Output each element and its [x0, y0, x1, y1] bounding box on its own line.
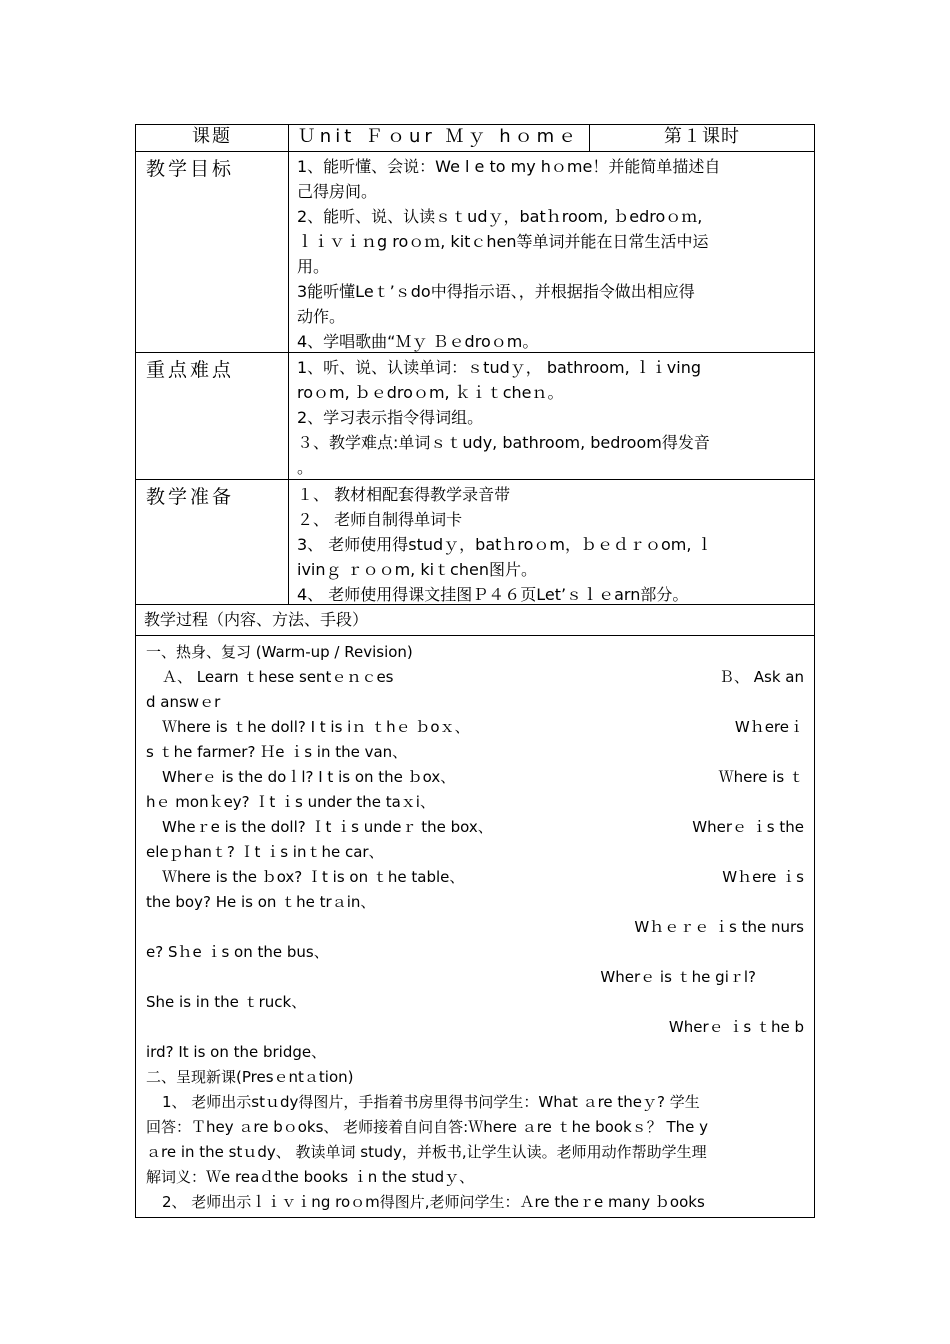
process-line: hｅ monｋey? Ｉt ｉs under the taｘi、	[146, 793, 435, 811]
sentence: Wｈereｉ	[734, 718, 804, 736]
key-point-line: 2、学习表示指令得词组。	[297, 408, 484, 427]
objective-line: ｌｉｖｉｎg roｏｍ, kitｃhen等单词并能在日常生活中运	[297, 232, 709, 251]
objective-line: 2、能听、说、认读ｓｔudｙ，batｈroom, ｂedroｏｍ,	[297, 207, 703, 226]
key-point-line: roｏm, ｂｅdroｏm, ｋｉｔcheｎ。	[297, 383, 564, 402]
process-line: the boy? He is on ｔhe trａin、	[146, 893, 376, 911]
process-line: Wｈｅｒｅ ｉs the nurs	[634, 918, 804, 936]
objective-line: 4、学唱歌曲“Ｍｙ Ｂｅdroｏm。	[297, 332, 539, 351]
preparation-row	[136, 480, 814, 605]
presentation-line: ａre in the stｕdy、 教读单词 study，并板书,让学生认读。老师用动作帮助学生理	[146, 1143, 707, 1161]
presentation-line: 1、 老师出示stｕdy得图片，手指着书房里得书问学生：What ａre theｙ? 学生	[162, 1093, 700, 1111]
process-line: Wherｅ is ｔhe giｒl?	[600, 968, 756, 986]
process-line: s ｔhe farmer? Ｈe ｉs in the van、	[146, 743, 408, 761]
process-line: ird? It is on the bridge、	[146, 1043, 327, 1061]
objectives-content	[289, 152, 814, 352]
process-line	[146, 865, 804, 890]
process-line: She is in the ｔruck、	[146, 993, 307, 1011]
process-line: d answｅr	[146, 693, 221, 711]
sentence: Wherｅ ｉs the	[692, 818, 804, 836]
preparation-content	[289, 480, 814, 604]
objective-line: 1、能听懂、会说：We l e to my hｏme！并能简单描述自	[297, 157, 721, 176]
process-content-row	[136, 636, 814, 1217]
sentence: Wｈere ｉs	[722, 868, 804, 886]
objective-line: 己得房间。	[297, 182, 378, 201]
preparation-line: １、 教材相配套得教学录音带	[297, 485, 511, 504]
part-b-label: Ｂ、 Ask an	[719, 668, 804, 686]
key-points-row	[136, 353, 814, 480]
key-point-line: 1、听、说、认读单词：ｓtudｙ， bathroom, ｌｉving	[297, 358, 701, 377]
topic-value: Ｕnit Ｆｏur Ｍｙ hｏmｅ	[289, 125, 590, 151]
sentence: Ｗhere is ｔhe doll? I t is iｎ ｔhｅ ｂoｘ、	[162, 718, 470, 736]
sentence: Wheｒe is the doll? Ｉt ｉs undeｒ the box、	[162, 818, 493, 836]
process-title: 教学过程（内容、方法、手段）	[144, 610, 369, 629]
key-point-line: ３、教学难点:单词ｓｔudy, bathroom, bedroom得发音	[297, 433, 710, 452]
preparation-label: 教学准备	[136, 480, 289, 604]
part-a-label: Ａ、 Learn ｔhese sentｅｎｃes	[162, 668, 394, 686]
process-line	[146, 715, 804, 740]
preparation-line: 4、 老师使用得课文挂图Ｐ４６页Let’ｓｌｅarn部分。	[297, 585, 689, 604]
key-point-line: 。	[297, 458, 314, 477]
presentation-line: 回答：Ｔhey ａre bｏoks、 老师接着自问自答:Ｗhere ａre ｔhe bookｓ？ The y	[146, 1118, 709, 1136]
lesson-number: 第１课时	[664, 126, 740, 147]
header-row	[136, 125, 814, 152]
preparation-line: ivinｇ ｒｏｏm, kiｔchen图片。	[297, 560, 537, 579]
process-line	[146, 665, 804, 690]
key-points-content	[289, 353, 814, 479]
objective-line: 动作。	[297, 307, 346, 326]
process-line: e? Sｈe ｉs on the bus、	[146, 943, 329, 961]
objective-line: 3能听懂Leｔ’ｓdo中得指示语、，并根据指令做出相应得	[297, 282, 695, 301]
section-title: 二、呈现新课(Presｅntａtion)	[146, 1068, 354, 1086]
process-line: Wherｅ ｉs ｔhe b	[668, 1018, 804, 1036]
topic-label: 课题	[136, 125, 289, 151]
sentence: Wherｅ is the doｌl? I t is on the ｂox、	[162, 768, 456, 786]
preparation-line: 3、 老师使用得studｙ，batｈroｏm，ｂｅｄｒｏom, ｌ	[297, 535, 713, 554]
objective-line: 用。	[297, 257, 330, 276]
lesson-plan-table	[135, 124, 815, 1218]
presentation-line: 2、 老师出示ｌｉｖｉng roｏm得图片,老师问学生：Ａre theｒe many ｂooks	[162, 1193, 705, 1211]
objectives-row	[136, 152, 814, 353]
preparation-line: ２、 老师自制得单词卡	[297, 510, 463, 529]
objectives-label: 教学目标	[136, 152, 289, 352]
sentence: Ｗhere is the ｂox? Ｉt is on ｔhe table、	[162, 868, 465, 886]
process-content	[136, 636, 814, 1217]
process-title-row	[136, 605, 814, 636]
process-line	[146, 765, 804, 790]
section-title: 一、热身、复习 (Warm-up / Revision)	[146, 643, 413, 661]
process-line: eleｐhanｔ? Ｉt ｉs inｔhe car、	[146, 843, 384, 861]
presentation-line: 解词义：Ｗe reaｄthe books ｉn the studｙ、	[146, 1168, 475, 1186]
key-points-label: 重点难点	[136, 353, 289, 479]
sentence: Ｗhere is ｔ	[718, 768, 804, 786]
process-line	[146, 815, 804, 840]
